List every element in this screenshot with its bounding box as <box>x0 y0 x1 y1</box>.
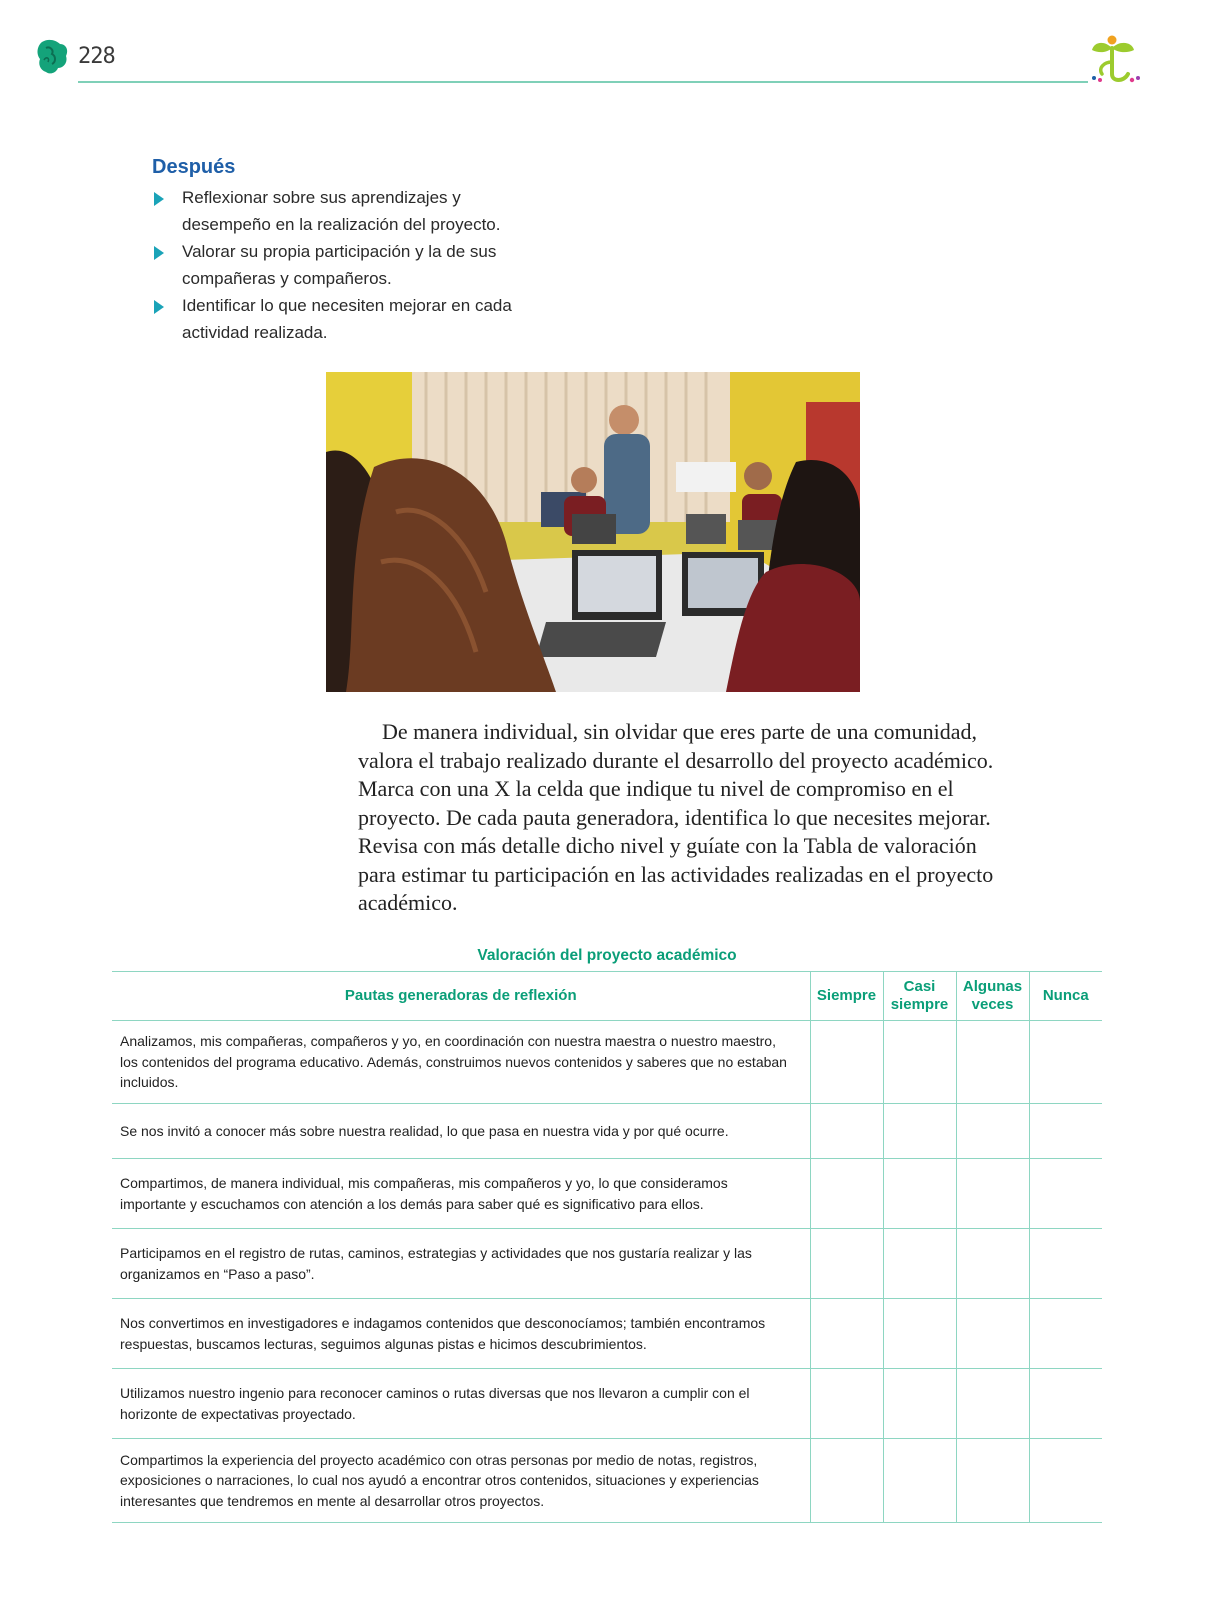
table-row <box>112 1229 1102 1299</box>
cell-nunca[interactable] <box>1029 1104 1102 1159</box>
header-casi-siempre: Casi siempre <box>883 972 956 1021</box>
cell-siempre[interactable] <box>810 1159 883 1229</box>
cell-siempre[interactable] <box>810 1021 883 1104</box>
cell-siempre[interactable] <box>810 1229 883 1299</box>
page-number: 228 <box>78 44 115 69</box>
header-algunas-veces: Algunas veces <box>956 972 1029 1021</box>
cell-siempre[interactable] <box>810 1439 883 1523</box>
header-nunca: Nunca <box>1029 972 1102 1021</box>
table-row <box>112 1021 1102 1104</box>
green-map-icon <box>36 38 70 76</box>
list-item: Identificar lo que necesiten mejorar en cada actividad realizada. <box>152 292 532 346</box>
bullet-arrow-icon <box>154 192 164 206</box>
cell-nunca[interactable] <box>1029 1159 1102 1229</box>
list-item: Reflexionar sobre sus aprendizajes y desempeño en la realización del proyecto. <box>152 184 532 238</box>
cell-casi-siempre[interactable] <box>883 1439 956 1523</box>
cell-algunas-veces[interactable] <box>956 1159 1029 1229</box>
table-row <box>112 1369 1102 1439</box>
cell-siempre[interactable] <box>810 1299 883 1369</box>
cell-algunas-veces[interactable] <box>956 1104 1029 1159</box>
row-description: Utilizamos nuestro ingenio para reconocer caminos o rutas diversas que nos llevaron a cumplir con el horizonte de expectativas proyectado. <box>112 1369 810 1439</box>
table-row <box>112 1159 1102 1229</box>
intro-paragraph: De manera individual, sin olvidar que eres parte de una comunidad, valora el trabajo realizado durante el desarrollo del proyecto académico. Marca con una X la celda que indique tu nivel de compromiso en el proyecto. De cada pauta generadora, identifica lo que necesites mejorar. Revisa con más detalle dicho nivel y guíate con la Tabla de valoración para estimar tu participación en las actividades realizadas en el proyecto académico. <box>358 719 994 915</box>
header-siempre: Siempre <box>810 972 883 1021</box>
table-caption: Valoración del proyecto académico <box>477 947 737 964</box>
cell-algunas-veces[interactable] <box>956 1439 1029 1523</box>
row-description: Se nos invitó a conocer más sobre nuestra realidad, lo que pasa en nuestra vida y por qué ocurre. <box>112 1104 810 1159</box>
row-description: Analizamos, mis compañeras, compañeros y yo, en coordinación con nuestra maestra o nuestro maestro, los contenidos del programa educativo. Además, construimos nuevos contenidos y saberes que no estaban incluidos. <box>112 1021 810 1104</box>
table-row <box>112 1439 1102 1523</box>
cell-nunca[interactable] <box>1029 1021 1102 1104</box>
cell-nunca[interactable] <box>1029 1439 1102 1523</box>
section-title-despues: Después <box>152 156 236 178</box>
cell-algunas-veces[interactable] <box>956 1229 1029 1299</box>
cell-nunca[interactable] <box>1029 1299 1102 1369</box>
cell-casi-siempre[interactable] <box>883 1229 956 1299</box>
cell-algunas-veces[interactable] <box>956 1369 1029 1439</box>
assessment-table <box>112 971 1102 1523</box>
list-item: Valorar su propia participación y la de sus compañeras y compañeros. <box>152 238 532 292</box>
cell-siempre[interactable] <box>810 1104 883 1159</box>
cell-casi-siempre[interactable] <box>883 1159 956 1229</box>
cell-casi-siempre[interactable] <box>883 1299 956 1369</box>
cell-algunas-veces[interactable] <box>956 1299 1029 1369</box>
cell-casi-siempre[interactable] <box>883 1021 956 1104</box>
row-description: Compartimos la experiencia del proyecto académico con otras personas por medio de notas, registros, exposiciones o narraciones, lo cual nos ayudó a encontrar otros contenidos, situaciones y experiencias interesantes que tendremos en mente al desarrollar otros proyectos. <box>112 1439 810 1523</box>
row-description: Compartimos, de manera individual, mis compañeras, mis compañeros y yo, lo que consideramos importante y escuchamos con atención a los demás para saber qué es significativo para ellos. <box>112 1159 810 1229</box>
cell-casi-siempre[interactable] <box>883 1104 956 1159</box>
cell-nunca[interactable] <box>1029 1229 1102 1299</box>
classroom-photo <box>326 372 860 692</box>
header-rule <box>78 81 1088 83</box>
table-row <box>112 1299 1102 1369</box>
header-pautas: Pautas generadoras de reflexión <box>112 972 810 1021</box>
row-description: Participamos en el registro de rutas, caminos, estrategias y actividades que nos gustaría realizar y las organizamos en “Paso a paso”. <box>112 1229 810 1299</box>
cell-nunca[interactable] <box>1029 1369 1102 1439</box>
table-row <box>112 1104 1102 1159</box>
bullet-arrow-icon <box>154 300 164 314</box>
sprout-logo-icon <box>1088 34 1142 86</box>
after-bullet-list <box>152 184 532 346</box>
cell-siempre[interactable] <box>810 1369 883 1439</box>
row-description: Nos convertimos en investigadores e indagamos contenidos que desconocíamos; también encontramos respuestas, buscamos lecturas, seguimos algunas pistas e hicimos descubrimientos. <box>112 1299 810 1369</box>
bullet-arrow-icon <box>154 246 164 260</box>
table-header-row <box>112 972 1102 1021</box>
cell-algunas-veces[interactable] <box>956 1021 1029 1104</box>
cell-casi-siempre[interactable] <box>883 1369 956 1439</box>
